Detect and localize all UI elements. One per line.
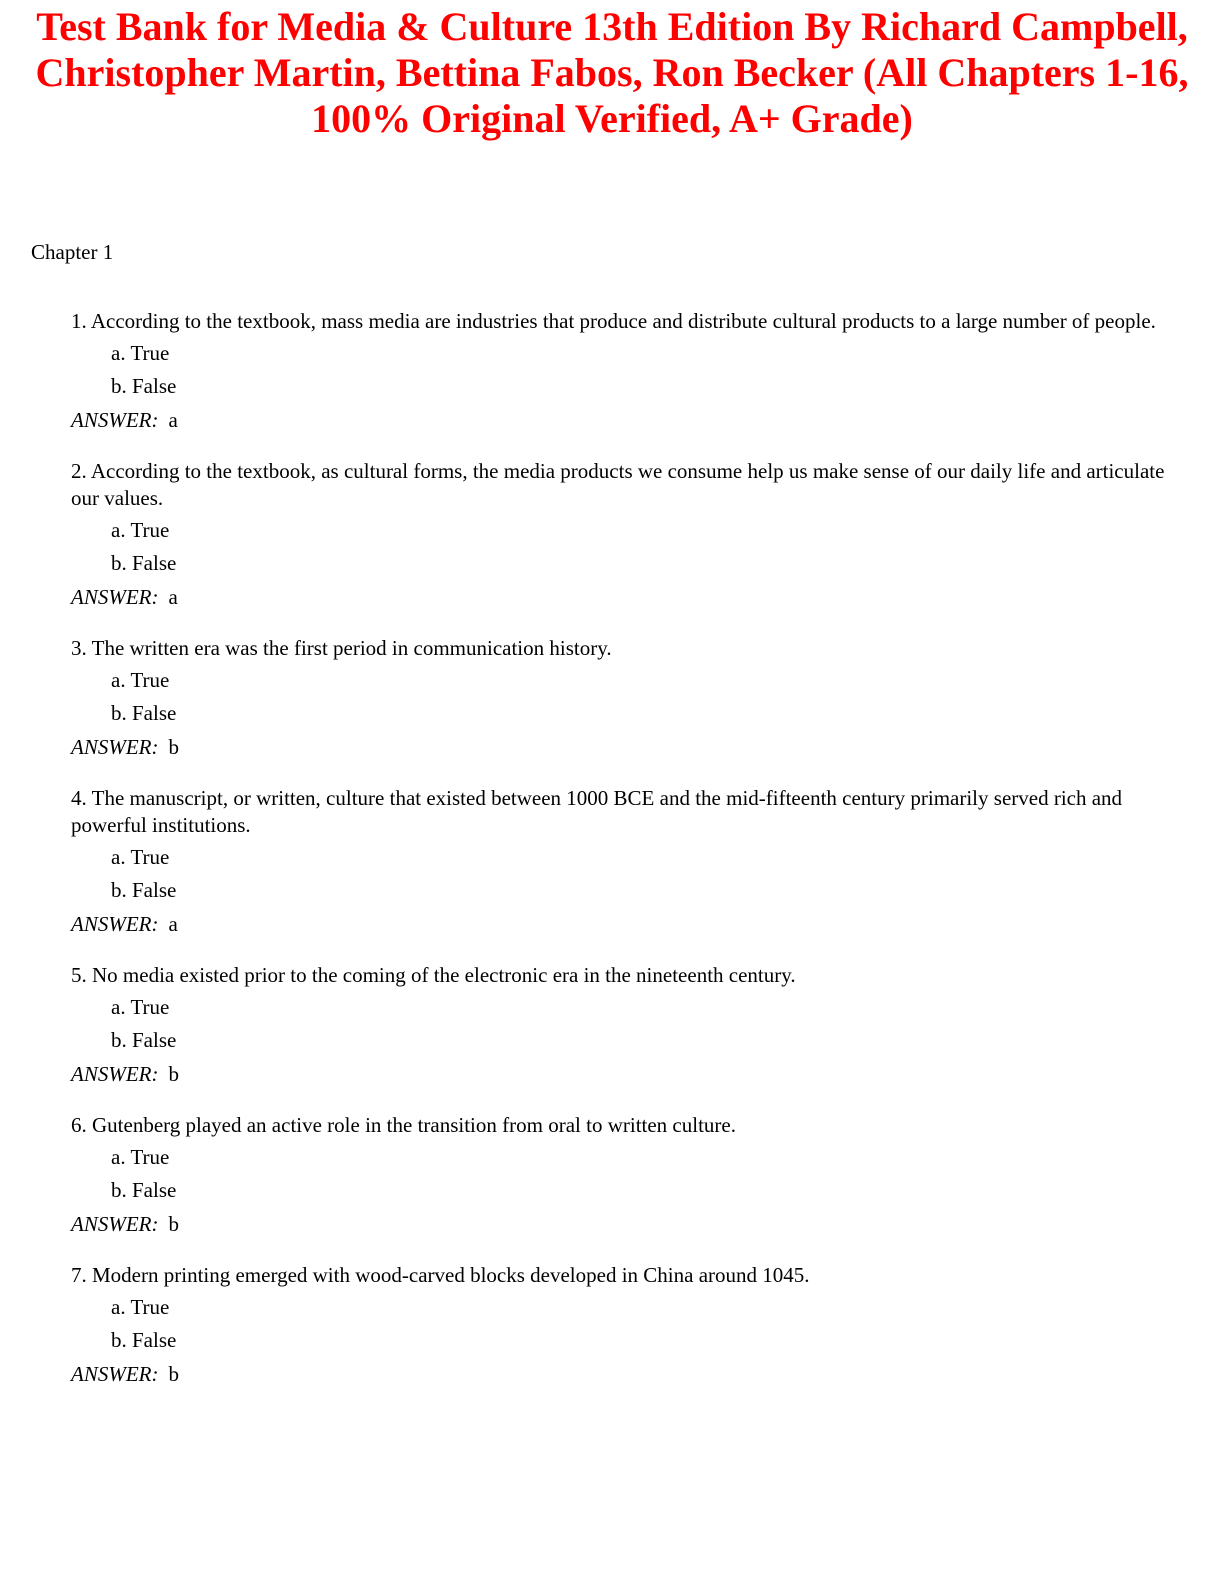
option-a: a. True <box>111 341 170 365</box>
question-item <box>71 458 1171 614</box>
question-item <box>71 785 1171 941</box>
question-item <box>71 308 1171 437</box>
question-item <box>71 1262 1171 1391</box>
answer-value: b <box>168 1362 179 1386</box>
question-stem: 6. Gutenberg played an active role in the transition from oral to written culture. <box>71 1113 736 1137</box>
answer-value: a <box>168 585 178 609</box>
question-stem: 7. Modern printing emerged with wood-carved blocks developed in China around 1045. <box>71 1263 810 1287</box>
answer-line <box>71 403 1171 437</box>
question-stem: 2. According to the textbook, as cultural forms, the media products we consume help us make sense of our daily life and articulate our values. <box>71 459 1165 510</box>
question-list <box>71 308 1171 1412</box>
answer-label: ANSWER: <box>71 912 159 936</box>
answer-label: ANSWER: <box>71 585 159 609</box>
option-b: b. False <box>111 1028 177 1052</box>
option-b: b. False <box>111 1328 177 1352</box>
answer-label: ANSWER: <box>71 1212 159 1236</box>
question-item <box>71 962 1171 1091</box>
option-b: b. False <box>111 374 177 398</box>
answer-line <box>71 1207 1171 1241</box>
answer-line <box>71 1357 1171 1391</box>
option-a: a. True <box>111 845 170 869</box>
answer-value: a <box>168 408 178 432</box>
answer-label: ANSWER: <box>71 1062 159 1086</box>
chapter-heading: Chapter 1 <box>31 240 114 264</box>
question-stem: 5. No media existed prior to the coming of the electronic era in the nineteenth century. <box>71 963 796 987</box>
answer-label: ANSWER: <box>71 735 159 759</box>
answer-line <box>71 907 1171 941</box>
option-b: b. False <box>111 551 177 575</box>
question-stem: 3. The written era was the first period in communication history. <box>71 636 612 660</box>
document-title: Test Bank for Media & Culture 13th Edition By Richard Campbell, Christopher Martin, Bettina Fabos, Ron Becker (All Chapters 1-16, 100% Original Verified, A+ Grade) <box>35 4 1189 141</box>
question-item <box>71 635 1171 764</box>
option-b: b. False <box>111 701 177 725</box>
answer-value: b <box>168 1062 179 1086</box>
answer-label: ANSWER: <box>71 1362 159 1386</box>
option-a: a. True <box>111 995 170 1019</box>
option-a: a. True <box>111 1145 170 1169</box>
question-stem: 4. The manuscript, or written, culture that existed between 1000 BCE and the mid-fifteenth century primarily served rich and powerful institutions. <box>71 786 1123 837</box>
question-item <box>71 1112 1171 1241</box>
option-b: b. False <box>111 878 177 902</box>
option-a: a. True <box>111 518 170 542</box>
answer-line <box>71 1057 1171 1091</box>
answer-line <box>71 730 1171 764</box>
answer-value: b <box>168 735 179 759</box>
answer-value: b <box>168 1212 179 1236</box>
option-a: a. True <box>111 668 170 692</box>
answer-line <box>71 580 1171 614</box>
answer-label: ANSWER: <box>71 408 159 432</box>
option-b: b. False <box>111 1178 177 1202</box>
question-stem: 1. According to the textbook, mass media are industries that produce and distribute cultural products to a large number of people. <box>71 309 1156 333</box>
option-a: a. True <box>111 1295 170 1319</box>
answer-value: a <box>168 912 178 936</box>
